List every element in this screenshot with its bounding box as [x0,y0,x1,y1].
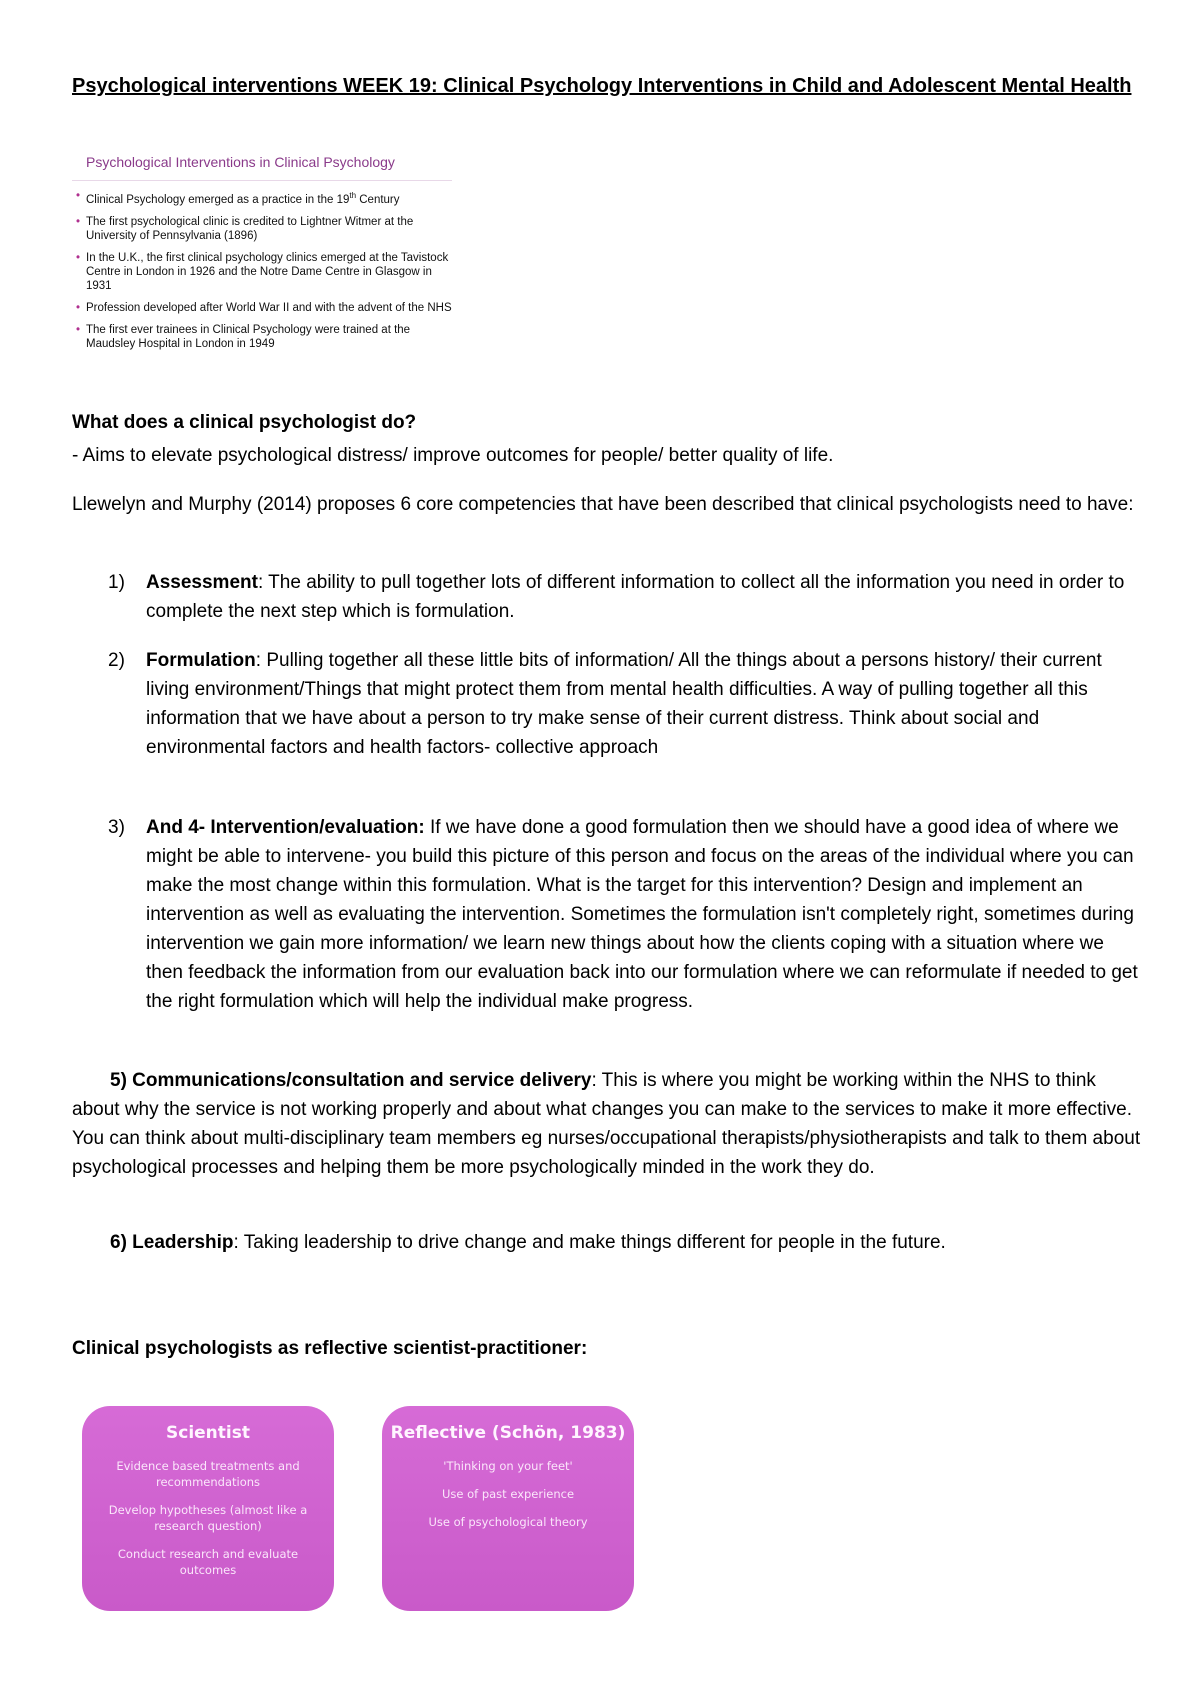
competency-term: And 4- Intervention/evaluation: [146,817,425,838]
page-title: Psychological interventions WEEK 19: Clinical Psychology Interventions in Child and Adolescent Mental Health [72,75,1132,97]
slide-bullet: • The first psychological clinic is credited to Lightner Witmer at the University of Pennsylvania (1896) [72,215,458,243]
competency-item [108,813,1138,1016]
box-line: Conduct research and evaluate outcomes [117,1547,299,1577]
competency-term: Assessment [146,572,258,593]
communications-term: 5) Communications/consultation and service delivery [110,1070,592,1091]
competency-text: If we have done a good formulation then we should have a good idea of where we might be able to intervene- you build this picture of this person and focus on the areas of the individual where you can make the most change within this formulation. What is the target for this intervention? Design and implement an intervention as well as evaluating the intervention. Sometimes the formulation isn't completely right, sometimes during intervention we gain more information/ we learn new things about how the clients coping with a situation where we then feedback the information from our evaluation back into our formulation where we can reformulate if needed to get the right formulation which will help the individual make progress. [146,817,1138,1012]
box-title: Reflective (Schön, 1983) [390,1423,626,1443]
competency-number: 1) [108,572,125,593]
competency-text: Pulling together all these little bits of information/ All the things about a persons history/ their current living environment/Things that might protect them from mental health difficulties. A way of pulling together all this information that we have about a person to try make sense of their current distress. Think about social and environmental factors and health factors- collective approach [146,650,1102,758]
slide-bullet: • Clinical Psychology emerged as a practice in the 19th Century [72,189,458,207]
slide-image [72,140,458,380]
llewelyn-paragraph: Llewelyn and Murphy (2014) proposes 6 core competencies that have been described that clinical psychologists need to have: [72,494,1134,515]
section-heading-scientist: Clinical psychologists as reflective scientist-practitioner: [72,1338,588,1359]
box-title: Scientist [166,1423,250,1443]
box-line: Develop hypotheses (almost like a research question) [108,1503,308,1533]
box-line: Evidence based treatments and recommendations [116,1459,300,1489]
competency-item: 2) Formulation: Pulling together all these little bits of information/ All the things about a persons history/ their current living environment/Things that might protect them from mental health difficulties. A way of pulling together all this information that we have about a person to try make sense of their current distress. Think about social and environmental factors and health factors- collective approach [108,646,1138,762]
section-heading-what: What does a clinical psychologist do? [72,412,417,433]
slide-divider [72,180,452,181]
aims-paragraph: - Aims to elevate psychological distress/ improve outcomes for people/ better quality of life. [72,445,834,466]
slide-bullet-list [72,189,458,351]
competency-term: Formulation [146,650,256,671]
slide-heading: Psychological Interventions in Clinical Psychology [86,154,395,170]
box-line: Use of psychological theory [428,1515,588,1529]
slide-bullet: • In the U.K., the first clinical psychology clinics emerged at the Tavistock Centre in London in 1926 and the Notre Dame Centre in Glasgow in 1931 [72,251,458,293]
slide-bullet: • The first ever trainees in Clinical Psychology were trained at the Maudsley Hospital in London in 1949 [72,323,458,351]
leadership-paragraph: 6) Leadership: Taking leadership to drive change and make things different for people in the future. [110,1232,946,1253]
competency-number: 3) [108,817,125,838]
communications-paragraph: 5) Communications/consultation and service delivery: This is where you might be working within the NHS to think about why the service is not working properly and about what changes you can make to the services to make it more effective. You can think about multi-disciplinary team members eg nurses/occupational therapists/physiotherapists and talk to them about psychological processes and helping them be more psychologically minded in the work they do. [72,1070,1141,1178]
leadership-term: 6) Leadership [110,1232,234,1253]
competency-text: The ability to pull together lots of different information to collect all the information you need in order to complete the next step which is formulation. [146,572,1125,622]
competency-item: 1) Assessment: The ability to pull together lots of different information to collect all the information you need in order to complete the next step which is formulation. [108,568,1138,626]
slide-bullet: • Profession developed after World War II and with the advent of the NHS [72,301,458,315]
reflective-box [382,1406,634,1611]
scientist-box [82,1406,334,1611]
competency-number: 2) [108,650,125,671]
box-line: 'Thinking on your feet' [443,1459,573,1473]
box-line: Use of past experience [441,1487,575,1501]
